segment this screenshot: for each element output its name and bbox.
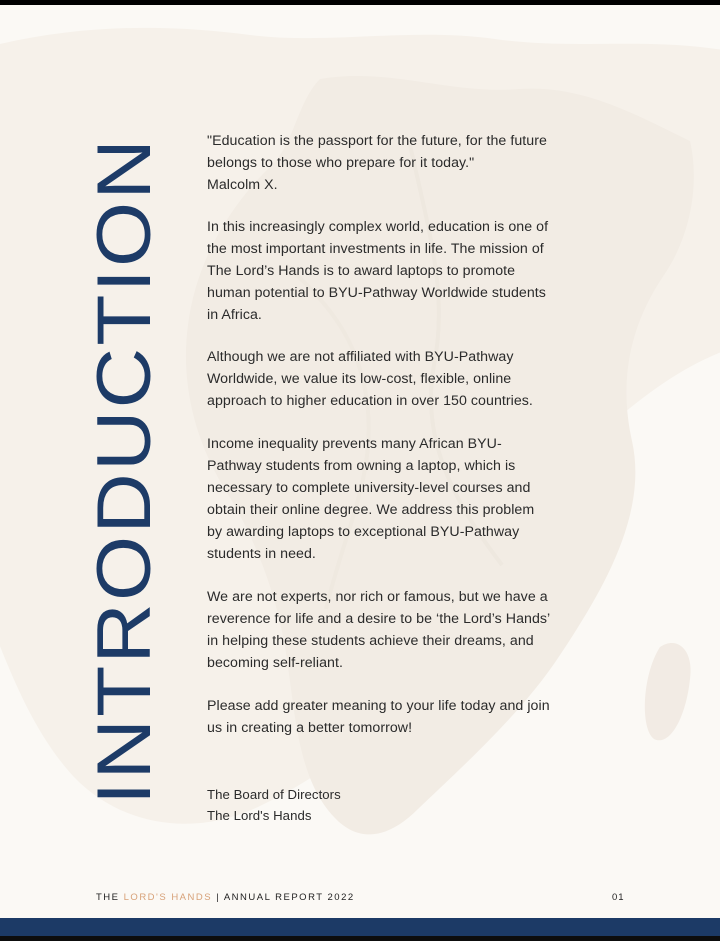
paragraph-line: the most important investments in life. The mission of: [207, 241, 544, 257]
quote-line-1: "Education is the passport for the future, for the future: [207, 133, 547, 149]
paragraph-line: becoming self-reliant.: [207, 655, 343, 671]
paragraph-line: Please add greater meaning to your life today and join: [207, 698, 550, 714]
signoff: [207, 784, 652, 826]
report-footer: [96, 892, 355, 903]
paragraph-line: We are not experts, nor rich or famous, but we have a: [207, 589, 548, 605]
paragraph-line: approach to higher education in over 150 countries.: [207, 393, 533, 409]
paragraph-line: students in need.: [207, 546, 316, 562]
signoff-line-1: The Board of Directors: [207, 787, 341, 802]
paragraph-line: In this increasingly complex world, education is one of: [207, 219, 549, 235]
paragraph-line: Pathway students from owning a laptop, which is: [207, 458, 516, 474]
paragraph-values: [207, 586, 652, 674]
page-title: INTRODUCTION: [82, 198, 167, 805]
paragraph-affiliation: [207, 346, 652, 412]
paragraph-line: obtain their online degree. We address this problem: [207, 502, 535, 518]
footer-prefix: THE: [96, 892, 124, 903]
paragraph-line: human potential to BYU-Pathway Worldwide students: [207, 285, 546, 301]
footer-suffix: | ANNUAL REPORT 2022: [212, 892, 355, 903]
paragraph-problem: [207, 433, 652, 565]
opening-quote: [207, 130, 652, 196]
quote-author: Malcolm X.: [207, 177, 278, 193]
paragraph-line: in helping these students achieve their dreams, and: [207, 633, 534, 649]
paragraph-line: Income inequality prevents many African BYU-: [207, 436, 502, 452]
paragraph-line: in Africa.: [207, 307, 262, 323]
paragraph-call-to-action: [207, 695, 652, 739]
signoff-line-2: The Lord's Hands: [207, 808, 312, 823]
bottom-edge: [0, 936, 720, 941]
introduction-content: [207, 130, 652, 826]
quote-line-2: belongs to those who prepare for it today.": [207, 155, 475, 171]
paragraph-line: reverence for life and a desire to be ‘the Lord’s Hands’: [207, 611, 551, 627]
footer-accent: LORD'S HANDS: [123, 892, 213, 903]
paragraph-mission: [207, 216, 652, 326]
paragraph-line: us in creating a better tomorrow!: [207, 720, 413, 736]
paragraph-line: necessary to complete university-level courses and: [207, 480, 531, 496]
report-page: [0, 5, 720, 926]
bottom-color-band: [0, 918, 720, 936]
paragraph-line: Worldwide, we value its low-cost, flexible, online: [207, 371, 512, 387]
paragraph-line: Although we are not affiliated with BYU-Pathway: [207, 349, 514, 365]
paragraph-line: by awarding laptops to exceptional BYU-Pathway: [207, 524, 520, 540]
paragraph-line: The Lord’s Hands is to award laptops to promote: [207, 263, 516, 279]
page-number: 01: [612, 892, 625, 903]
vertical-title-introduction: [82, 133, 167, 805]
